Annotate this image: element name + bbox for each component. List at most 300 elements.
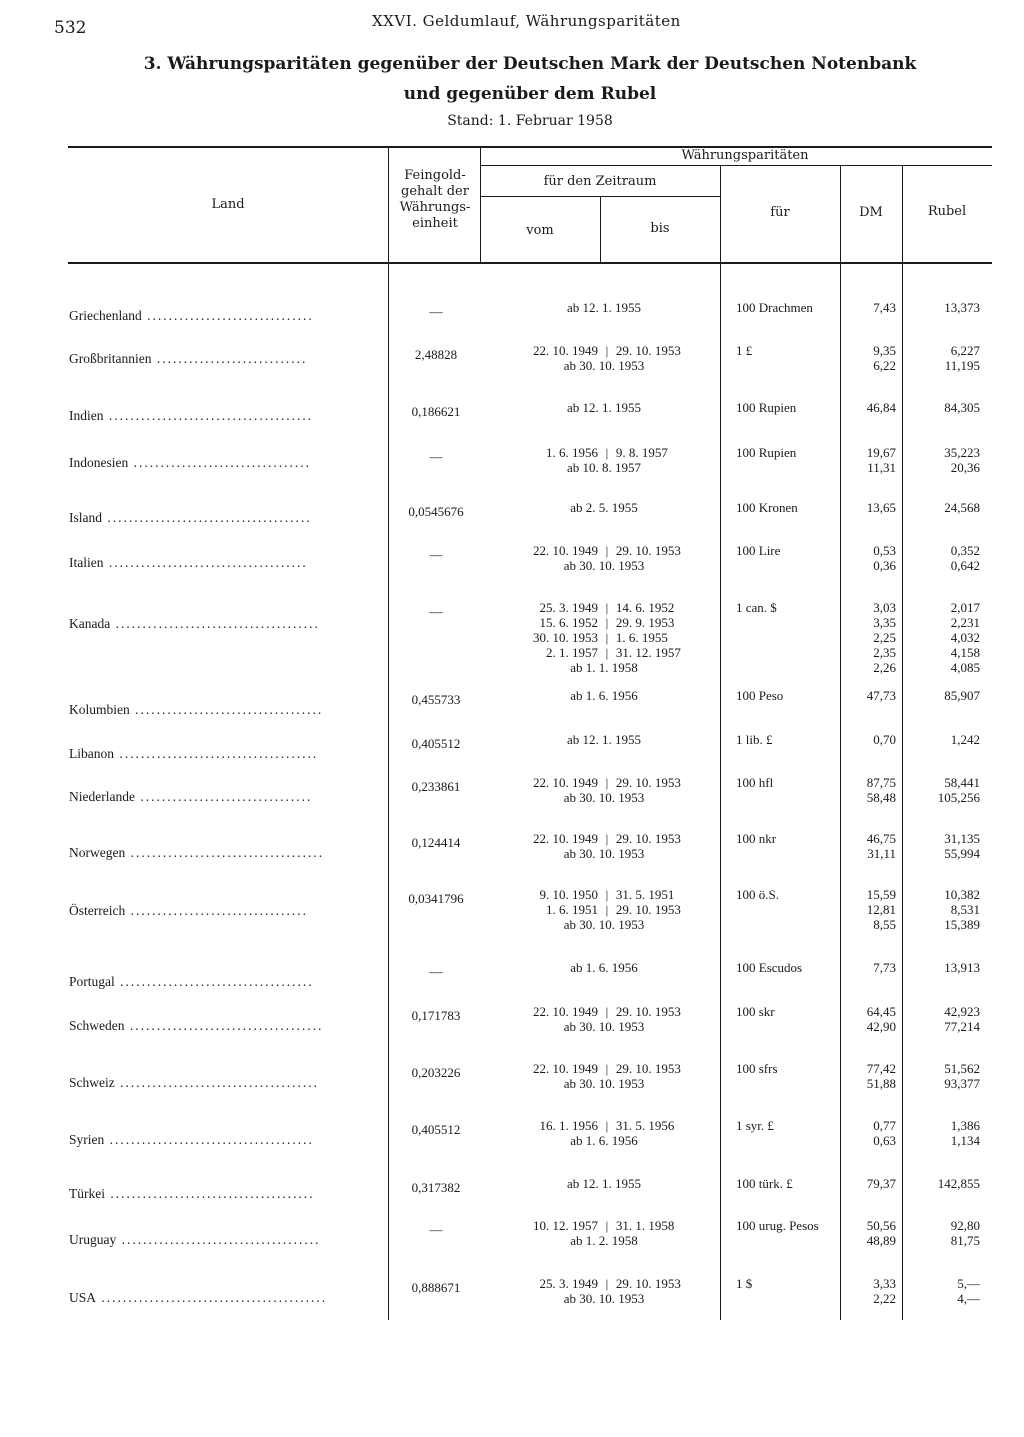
period-cell [486,543,722,573]
rubel-value: 0,642 [950,558,980,573]
country-name: Libanon [69,746,114,761]
rubel-values [904,1061,980,1091]
period-single: ab 1. 2. 1958 [570,1233,638,1248]
dm-values [842,1061,896,1091]
leader-dots: .......................................... [96,1290,328,1305]
period-to: 31. 1. 1958 [615,1218,675,1233]
period-range [486,1004,722,1019]
currency-unit: 100 Kronen [736,500,798,515]
period-single: ab 2. 5. 1955 [570,500,638,515]
rubel-value: 105,256 [937,790,980,805]
dm-values [842,831,896,861]
rubel-value: 142,855 [937,1176,980,1191]
country-label [69,555,381,571]
leader-dots: ............................ [151,351,308,366]
country-name: Österreich [69,903,126,918]
rubel-value: 15,389 [944,917,980,932]
dm-values [842,343,896,373]
rubel-value: 77,214 [944,1019,980,1034]
country-name: Griechenland [69,308,142,323]
country-name: Kolumbien [69,702,130,717]
period-from: 22. 10. 1949 [533,543,598,558]
dm-value: 13,65 [866,500,896,515]
feingold-value: — [429,304,443,319]
dm-value: 0,77 [873,1118,896,1133]
currency-unit: 1 $ [736,1276,753,1291]
leader-dots: .................................... [124,1018,324,1033]
period-separator: | [605,630,609,645]
period-single: ab 30. 10. 1953 [563,790,645,805]
rubel-value: 1,242 [950,732,980,747]
feingold-value: 0,317382 [411,1180,461,1195]
currency-unit: 100 hfl [736,775,774,790]
period-range [486,600,722,615]
dm-values [842,445,896,475]
period-single: ab 30. 10. 1953 [563,1019,645,1034]
rubel-values [904,343,980,373]
country-label [69,616,381,632]
page-number: 532 [54,18,87,38]
rubel-value: 5,— [957,1276,980,1291]
dm-values [842,688,896,703]
leader-dots: ...................................... [110,616,320,631]
period-separator: | [605,1218,609,1233]
period-range [486,831,722,846]
dm-values [842,887,896,932]
country-label [69,351,381,367]
leader-dots: ............................... [141,308,314,323]
dm-value: 12,81 [866,902,896,917]
country-label [69,746,381,762]
dm-values [842,732,896,747]
period-separator: | [605,343,609,358]
header-divider [902,165,903,262]
period-single: ab 1. 6. 1956 [570,688,638,703]
dm-value: 7,43 [873,300,896,315]
header-fuer: für [770,205,790,220]
period-range [486,1118,722,1133]
dm-value: 2,26 [873,660,896,675]
period-range [486,630,722,645]
country-label [69,1186,381,1202]
period-separator: | [605,645,609,660]
period-cell [486,960,722,975]
rubel-values [904,1118,980,1148]
period-from: 22. 10. 1949 [533,1061,598,1076]
column-rule [902,264,903,1320]
period-single: ab 12. 1. 1955 [566,732,642,747]
country-label [69,903,381,919]
dm-value: 6,22 [873,358,896,373]
rubel-value: 11,195 [944,358,980,373]
dm-value: 19,67 [866,445,896,460]
leader-dots: ...................................... [105,1186,315,1201]
period-to: 9. 8. 1957 [615,445,668,460]
column-rule [388,264,389,1320]
rubel-values [904,300,980,315]
rubel-value: 1,386 [950,1118,980,1133]
period-range [486,902,722,917]
period-from: 22. 10. 1949 [533,1004,598,1019]
period-from: 15. 6. 1952 [539,615,598,630]
period-single: ab 1. 6. 1956 [570,960,638,975]
dm-values [842,543,896,573]
currency-unit: 100 sfrs [736,1061,778,1076]
country-name: Indonesien [69,455,129,470]
period-to: 29. 10. 1953 [615,543,681,558]
period-range [486,543,722,558]
dm-values [842,300,896,315]
feingold-value: — [429,604,443,619]
dm-value: 15,59 [866,887,896,902]
period-single: ab 30. 10. 1953 [563,358,645,373]
currency-unit: 1 syr. £ [736,1118,774,1133]
leader-dots: ................................... [129,702,324,717]
currency-unit: 1 £ [736,343,753,358]
rubel-value: 4,— [957,1291,980,1306]
country-label [69,1132,381,1148]
feingold-value: 0,0545676 [408,504,464,519]
header-divider [480,165,992,166]
leader-dots: ................................. [125,903,308,918]
rubel-value: 2,017 [950,600,980,615]
rubel-value: 4,085 [950,660,980,675]
dm-values [842,1004,896,1034]
currency-unit: 100 Rupien [736,445,797,460]
rubel-values [904,543,980,573]
rubel-value: 4,158 [950,645,980,660]
period-single: ab 30. 10. 1953 [563,558,645,573]
country-label [69,455,381,471]
dm-value: 51,88 [866,1076,896,1091]
rubel-value: 31,135 [944,831,980,846]
currency-unit: 100 Rupien [736,400,797,415]
rubel-value: 35,223 [944,445,980,460]
dm-values [842,400,896,415]
dm-values [842,600,896,675]
period-cell [486,1004,722,1034]
feingold-value: 0,405512 [411,1122,461,1137]
rubel-values [904,887,980,932]
column-rule [840,264,841,1320]
feingold-value: 2,48828 [414,347,458,362]
dm-values [842,1118,896,1148]
rubel-value: 81,75 [950,1233,980,1248]
period-to: 29. 10. 1953 [615,1276,681,1291]
currency-unit: 100 Drachmen [736,300,813,315]
dm-value: 79,37 [866,1176,896,1191]
dm-value: 47,73 [866,688,896,703]
rubel-value: 24,568 [944,500,980,515]
period-cell [486,831,722,861]
header-rubel: Rubel [927,204,967,219]
country-name: Syrien [69,1132,105,1147]
period-from: 1. 6. 1956 [546,445,598,460]
rubel-value: 10,382 [944,887,980,902]
leader-dots: ...................................... [104,1132,314,1147]
table-title-line-1: 3. Währungsparitäten gegenüber der Deutschen Mark der Deutschen Notenbank [143,54,917,74]
period-cell [486,445,722,475]
rubel-value: 8,531 [950,902,980,917]
header-divider [388,146,389,262]
header-divider [840,165,841,262]
period-cell [486,775,722,805]
period-to: 29. 10. 1953 [615,831,681,846]
dm-values [842,1218,896,1248]
period-single: ab 30. 10. 1953 [563,846,645,861]
period-separator: | [605,445,609,460]
country-label [69,845,381,861]
period-single: ab 30. 10. 1953 [563,1291,645,1306]
leader-dots: ................................ [134,789,313,804]
period-from: 22. 10. 1949 [533,775,598,790]
period-cell [486,343,722,373]
currency-unit: 1 lib. £ [736,732,773,747]
header-dm: DM [859,205,883,220]
period-separator: | [605,543,609,558]
period-cell [486,1118,722,1148]
dm-value: 48,89 [866,1233,896,1248]
rubel-value: 13,373 [944,300,980,315]
period-cell [486,1218,722,1248]
feingold-value: 0,171783 [411,1008,461,1023]
dm-values [842,500,896,515]
rubel-value: 2,231 [950,615,980,630]
country-label [69,1232,381,1248]
period-to: 29. 10. 1953 [615,1061,681,1076]
period-single: ab 30. 10. 1953 [563,917,645,932]
running-head: XXVI. Geldumlauf, Währungsparitäten [372,12,681,30]
dm-value: 0,53 [873,543,896,558]
country-name: Schweiz [69,1075,115,1090]
feingold-value: — [429,547,443,562]
dm-value: 3,35 [873,615,896,630]
currency-unit: 100 Escudos [736,960,803,975]
feingold-value: — [429,1222,443,1237]
rubel-values [904,775,980,805]
period-cell [486,887,722,932]
currency-unit: 100 ö.S. [736,887,779,902]
currency-unit: 100 türk. £ [736,1176,793,1191]
period-separator: | [605,615,609,630]
rubel-values [904,831,980,861]
period-range [486,1276,722,1291]
dm-value: 64,45 [866,1004,896,1019]
dm-value: 11,31 [867,460,896,475]
top-rule [68,146,992,148]
period-to: 29. 10. 1953 [615,343,681,358]
dm-value: 77,42 [866,1061,896,1076]
dm-value: 2,35 [873,645,896,660]
dm-value: 87,75 [866,775,896,790]
leader-dots: .................................... [125,845,325,860]
feingold-value: 0,233861 [411,779,461,794]
country-name: Großbritannien [69,351,152,366]
leader-dots: ...................................... [103,408,314,423]
feingold-value: — [429,964,443,979]
header-divider [480,146,481,262]
dm-value: 31,11 [867,846,896,861]
feingold-value: 0,186621 [411,404,461,419]
country-name: Indien [69,408,104,423]
dm-value: 58,48 [866,790,896,805]
rubel-values [904,445,980,475]
feingold-value: — [429,449,443,464]
dm-value: 0,70 [873,732,896,747]
currency-unit: 100 skr [736,1004,775,1019]
dm-value: 46,84 [866,400,896,415]
period-from: 30. 10. 1953 [533,630,598,645]
header-waehrungsparitaeten: Währungsparitäten [681,148,809,163]
dm-value: 8,55 [873,917,896,932]
country-label [69,702,381,718]
country-name: Niederlande [69,789,135,804]
period-range [486,343,722,358]
period-cell [486,732,722,747]
period-from: 10. 12. 1957 [533,1218,598,1233]
period-from: 2. 1. 1957 [546,645,598,660]
dm-value: 3,33 [873,1276,896,1291]
period-single: ab 12. 1. 1955 [566,1176,642,1191]
rubel-value: 55,994 [944,846,980,861]
rubel-value: 85,907 [944,688,980,703]
country-label [69,308,381,324]
feingold-value: 0,203226 [411,1065,461,1080]
rubel-values [904,732,980,747]
header-divider [600,196,601,262]
dm-value: 2,25 [873,630,896,645]
period-single: ab 10. 8. 1957 [566,460,642,475]
period-single: ab 12. 1. 1955 [566,300,642,315]
period-to: 29. 10. 1953 [615,1004,681,1019]
period-separator: | [605,831,609,846]
period-cell [486,400,722,415]
currency-unit: 100 urug. Pesos [736,1218,819,1233]
period-range [486,645,722,660]
currency-unit: 1 can. $ [736,600,777,615]
period-to: 1. 6. 1955 [615,630,668,645]
currency-unit: 100 Peso [736,688,784,703]
country-name: Norwegen [69,845,126,860]
period-cell [486,300,722,315]
period-from: 16. 1. 1956 [539,1118,598,1133]
period-range [486,615,722,630]
header-feingold: Feingold- gehalt der Währungs- einheit [399,168,471,231]
rubel-value: 13,913 [944,960,980,975]
dm-values [842,1276,896,1306]
period-cell [486,688,722,703]
period-single: ab 1. 1. 1958 [570,660,638,675]
country-name: Kanada [69,616,111,631]
leader-dots: ..................................... [103,555,308,570]
feingold-value: 0,888671 [411,1280,461,1295]
currency-unit: 100 nkr [736,831,777,846]
period-cell [486,500,722,515]
feingold-value: 0,405512 [411,736,461,751]
country-name: Island [69,510,102,525]
rubel-values [904,400,980,415]
header-bottom-rule [68,262,992,264]
rubel-value: 93,377 [944,1076,980,1091]
dm-value: 9,35 [873,343,896,358]
period-to: 29. 9. 1953 [615,615,675,630]
feingold-value: 0,124414 [411,835,461,850]
rubel-value: 58,441 [944,775,980,790]
header-zeitraum: für den Zeitraum [543,174,657,189]
rubel-values [904,960,980,975]
period-cell [486,1061,722,1091]
country-label [69,974,381,990]
rubel-values [904,688,980,703]
feingold-value: 0,0341796 [408,891,464,906]
period-cell [486,1176,722,1191]
period-separator: | [605,775,609,790]
period-cell [486,600,722,675]
dm-value: 50,56 [866,1218,896,1233]
country-name: Uruguay [69,1232,117,1247]
leader-dots: ..................................... [114,1075,319,1090]
table-title-line-2: und gegenüber dem Rubel [403,84,657,104]
period-separator: | [605,1118,609,1133]
country-name: Portugal [69,974,115,989]
dm-value: 3,03 [873,600,896,615]
header-bis: bis [650,221,670,236]
dm-values [842,1176,896,1191]
period-separator: | [605,902,609,917]
country-label [69,1018,381,1034]
leader-dots: ................................. [128,455,311,470]
period-range [486,1218,722,1233]
rubel-value: 0,352 [950,543,980,558]
leader-dots: ..................................... [114,746,319,761]
stand-date: Stand: 1. Februar 1958 [447,113,613,129]
rubel-values [904,1218,980,1248]
period-from: 22. 10. 1949 [533,831,598,846]
rubel-values [904,1176,980,1191]
leader-dots: .................................... [114,974,314,989]
feingold-value: 0,455733 [411,692,461,707]
country-name: USA [69,1290,97,1305]
period-single: ab 30. 10. 1953 [563,1076,645,1091]
period-separator: | [605,1061,609,1076]
leader-dots: ...................................... [102,510,312,525]
leader-dots: ..................................... [116,1232,321,1247]
period-from: 22. 10. 1949 [533,343,598,358]
rubel-value: 84,305 [944,400,980,415]
rubel-value: 92,80 [950,1218,980,1233]
rubel-values [904,500,980,515]
period-single: ab 12. 1. 1955 [566,400,642,415]
dm-value: 7,73 [873,960,896,975]
period-range [486,1061,722,1076]
dm-values [842,775,896,805]
header-land: Land [211,197,245,212]
period-separator: | [605,1004,609,1019]
period-to: 29. 10. 1953 [615,775,681,790]
period-single: ab 1. 6. 1956 [570,1133,638,1148]
period-separator: | [605,600,609,615]
rubel-value: 51,562 [944,1061,980,1076]
country-label [69,408,381,424]
period-separator: | [605,1276,609,1291]
country-name: Italien [69,555,104,570]
period-from: 9. 10. 1950 [539,887,598,902]
period-to: 31. 5. 1956 [615,1118,675,1133]
dm-values [842,960,896,975]
dm-value: 2,22 [873,1291,896,1306]
period-to: 31. 12. 1957 [615,645,681,660]
period-separator: | [605,887,609,902]
